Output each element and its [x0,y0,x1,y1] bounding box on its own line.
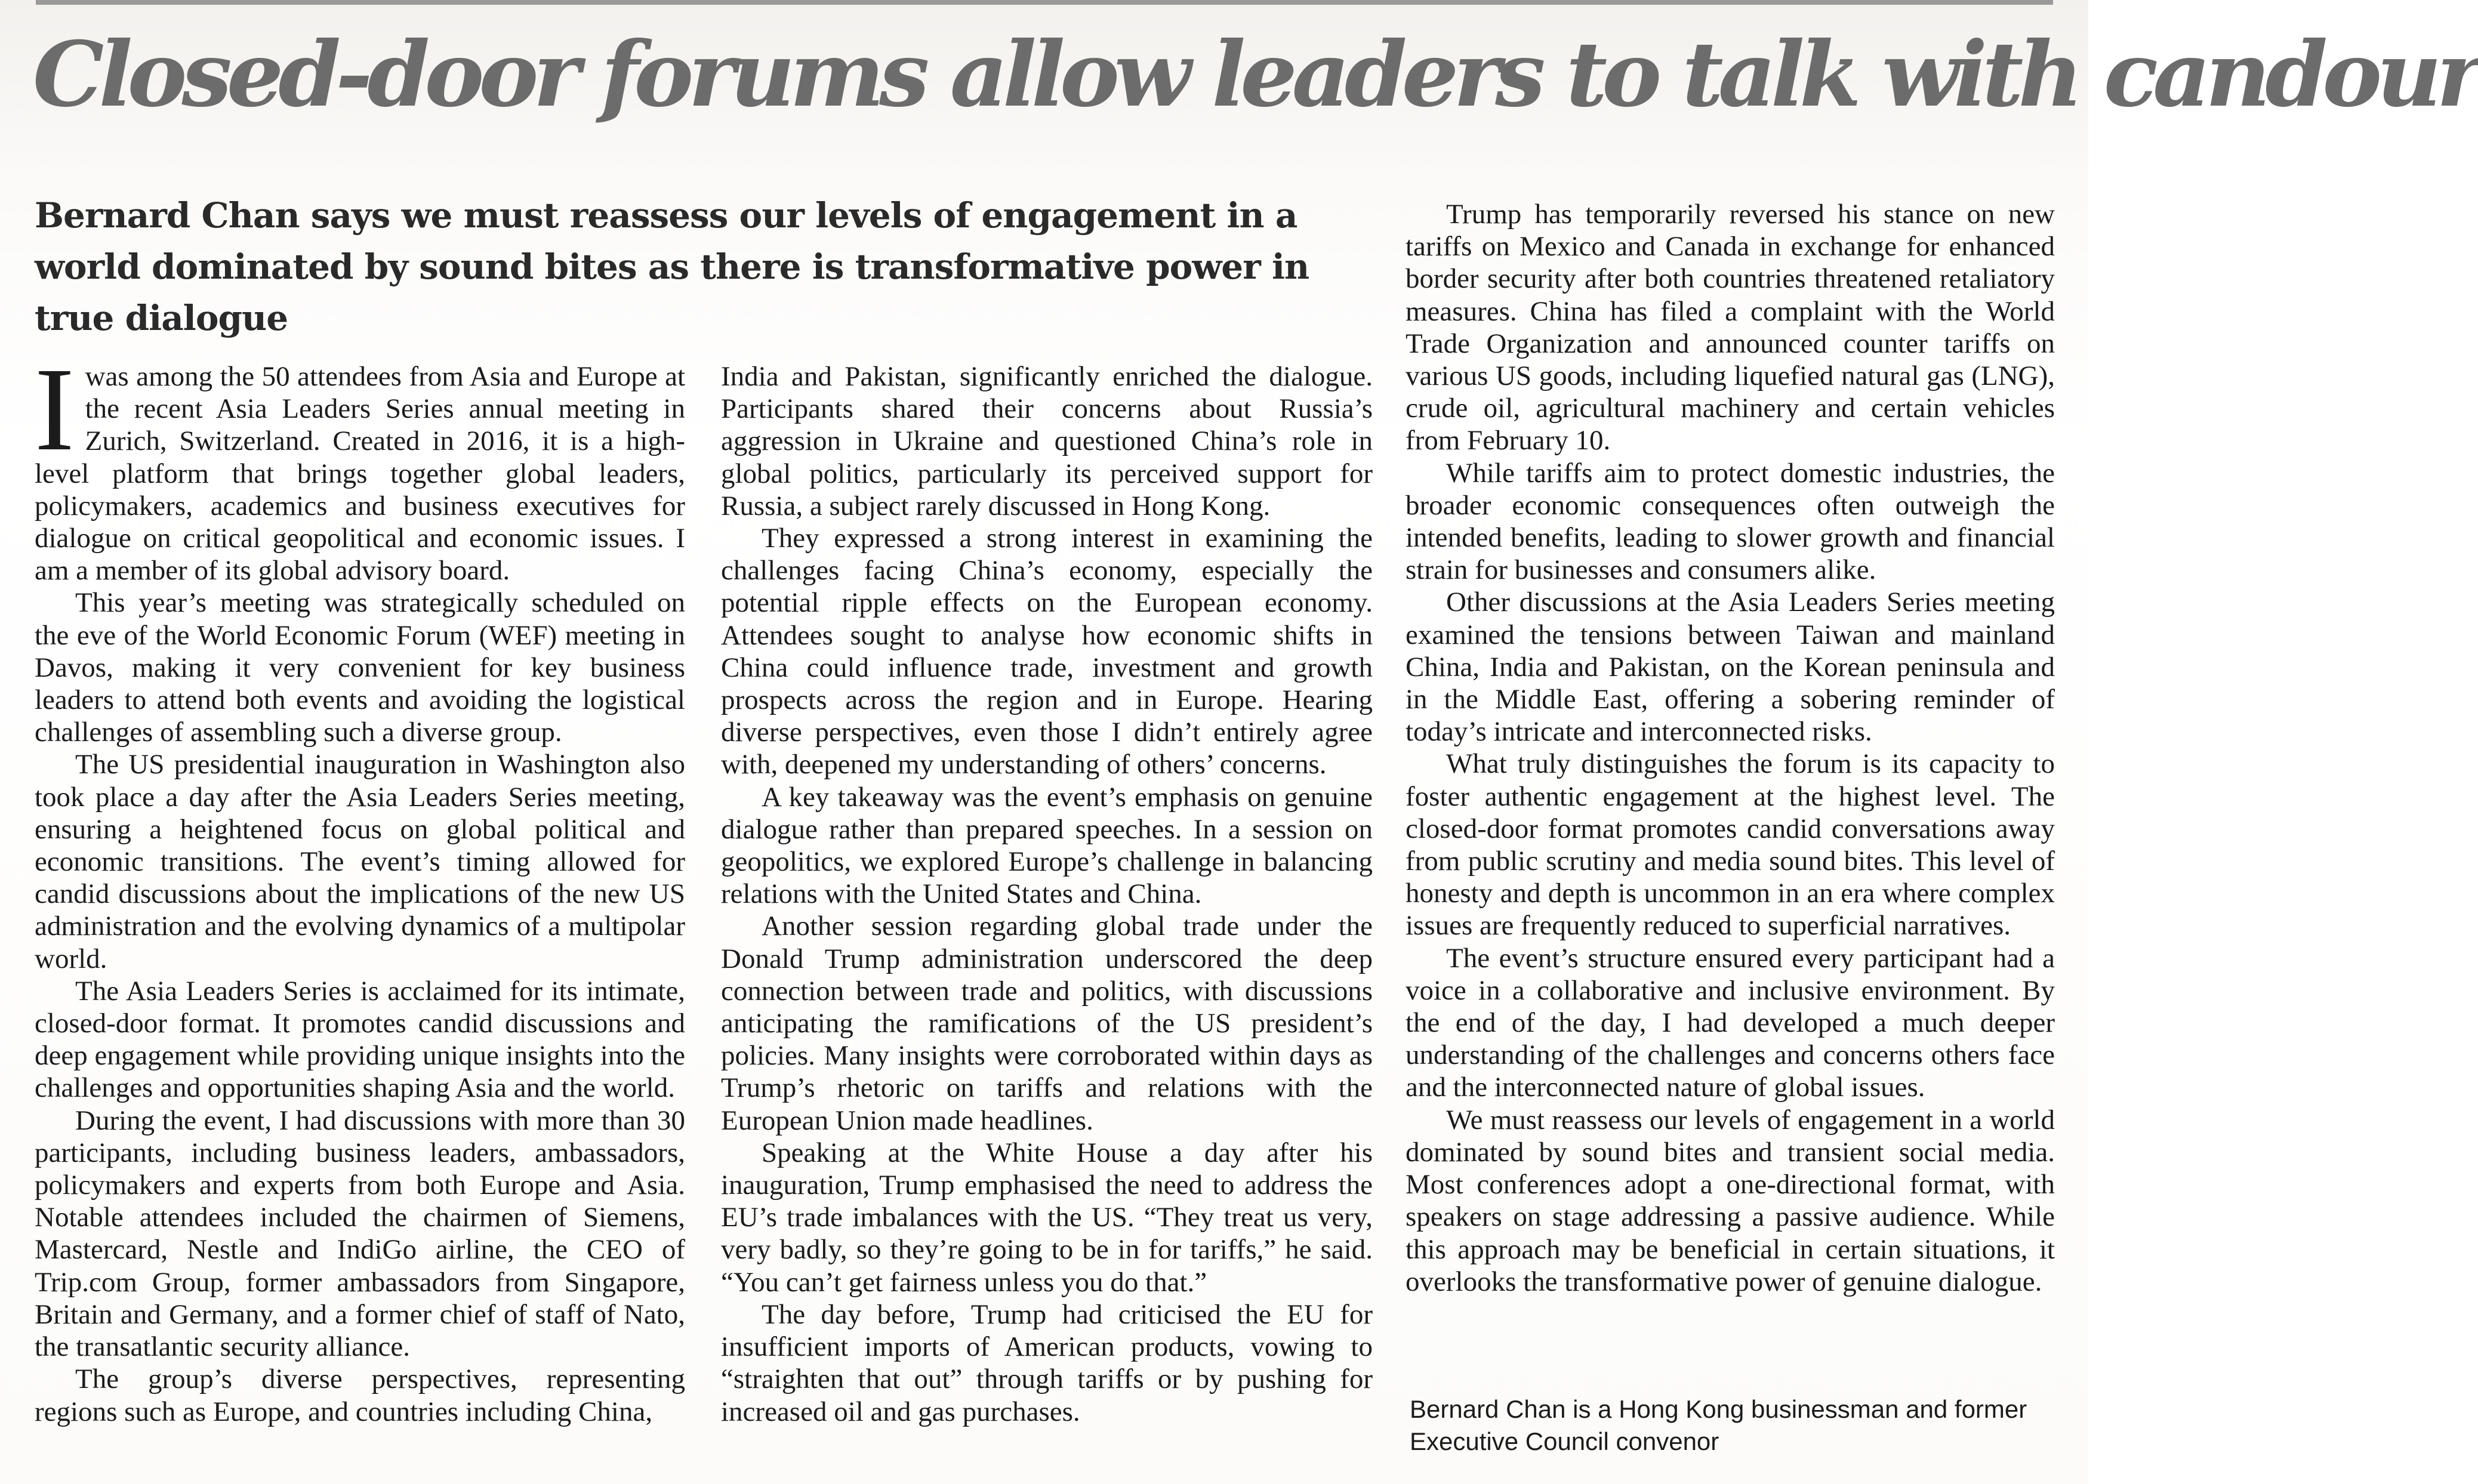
paragraph: We must reassess our levels of engagement in a world dominated by sound bites and transient social media. Most conferences adopt a one-directional format, with speakers on stage addressing a passive audience. While this approach may be beneficial in certain situations, it overlooks the transformative power of genuine dialogue. [1406,1104,2055,1297]
paragraph: The group’s diverse perspectives, representing regions such as Europe, and countries including China, [35,1363,685,1427]
paragraph: A key takeaway was the event’s emphasis on genuine dialogue rather than prepared speeches. In a session on geopolitics, we explored Europe’s challenge in balancing relations with the United States and China. [721,781,1373,910]
article-column-1 [35,344,685,1428]
paragraph: While tariffs aim to protect domestic industries, the broader economic consequences often outweigh the intended benefits, leading to slower growth and financial strain for businesses and consumers alike. [1406,457,2055,586]
paragraph: The event’s structure ensured every participant had a voice in a collaborative and inclusive environment. By the end of the day, I had developed a much deeper understanding of the challenges and concerns others face and the interconnected nature of global issues. [1406,942,2055,1103]
paragraph: This year’s meeting was strategically scheduled on the eve of the World Economic Forum (WEF) meeting in Davos, making it very convenient for key business leaders to attend both events and avoiding the logistical challenges of assembling such a diverse group. [35,587,685,748]
paragraph: What truly distinguishes the forum is its capacity to foster authentic engagement at the highest level. The closed-door format promotes candid conversations away from public scrutiny and media sound bites. This level of honesty and depth is uncommon in an era where complex issues are frequently reduced to superficial narratives. [1406,748,2055,942]
paragraph: Speaking at the White House a day after his inauguration, Trump emphasised the need to address the EU’s trade imbalances with the US. “They treat us very, very badly, so they’re going to be in for tariffs,” he said. “You can’t get fairness unless you do that.” [721,1137,1373,1298]
article-column-3 [1406,198,2055,1298]
drop-cap: I [35,344,75,476]
author-byline: Bernard Chan is a Hong Kong businessman and former Executive Council convenor [1410,1395,2027,1455]
standfirst: Bernard Chan says we must reassess our levels of engagement in a world dominated by sound bites as there is transformative power in true dialogue [35,195,1309,338]
paragraph: The day before, Trump had criticised the EU for insufficient imports of American products, vowing to “straighten that out” through tariffs or by pushing for increased oil and gas purchases. [721,1298,1373,1427]
paragraph: Another session regarding global trade under the Donald Trump administration underscored the deep connection between trade and politics, with discussions anticipating the ramifications of the US president’s policies. Many insights were corroborated within days as Trump’s rhetoric on tariffs and relations with the European Union made headlines. [721,911,1373,1136]
paragraph: During the event, I had discussions with more than 30 participants, including business leaders, ambassadors, policymakers and experts from both Europe and Asia. Notable attendees included the chairmen of Siemens, Mastercard, Nestle and IndiGo airline, the CEO of Trip.com Group, former ambassadors from Singapore, Britain and Germany, and a former chief of staff of Nato, the transatlantic security alliance. [35,1104,685,1363]
headline: Closed-door forums allow leaders to talk with candour [33,22,2478,127]
paragraph: Other discussions at the Asia Leaders Series meeting examined the tensions between Taiwan and mainland China, India and Pakistan, on the Korean peninsula and in the Middle East, offering a sobering reminder of today’s intricate and interconnected risks. [1406,587,2055,748]
paragraph: The US presidential inauguration in Washington also took place a day after the Asia Leaders Series meeting, ensuring a heightened focus on global political and economic transitions. The event’s timing allowed for candid discussions about the implications of the new US administration and the evolving dynamics of a multipolar world. [35,749,685,974]
paragraph: They expressed a strong interest in examining the challenges facing China’s economy, especially the potential ripple effects on the European economy. Attendees sought to analyse how economic shifts in China could influence trade, investment and growth prospects across the region and in Europe. Hearing diverse perspectives, even those I didn’t entirely agree with, deepened my understanding of others’ concerns. [721,523,1373,780]
article-column-2 [721,360,1373,1428]
top-rule [36,0,2053,5]
paragraph: Trump has temporarily reversed his stance on new tariffs on Mexico and Canada in exchange for enhanced border security after both countries threatened retaliatory measures. China has filed a complaint with the World Trade Organization and announced counter tariffs on various US goods, including liquefied natural gas (LNG), crude oil, agricultural machinery and certain vehicles from February 10. [1406,199,2055,456]
paragraph [35,344,685,587]
paragraph-text: was among the 50 attendees from Asia and Europe at the recent Asia Leaders Series annual meeting in Zurich, Switzerland. Created in 2016, it is a high-level platform that brings together global leaders, policymakers, academics and business executives for dialogue on critical geopolitical and economic issues. I am a member of its global advisory board. [35,361,685,587]
paragraph: India and Pakistan, significantly enriched the dialogue. Participants shared their concerns about Russia’s aggression in Ukraine and questioned China’s role in global politics, particularly its perceived support for Russia, a subject rarely discussed in Hong Kong. [721,361,1373,522]
paragraph: The Asia Leaders Series is acclaimed for its intimate, closed-door format. It promotes candid discussions and deep engagement while providing unique insights into the challenges and opportunities shaping Asia and the world. [35,975,685,1104]
